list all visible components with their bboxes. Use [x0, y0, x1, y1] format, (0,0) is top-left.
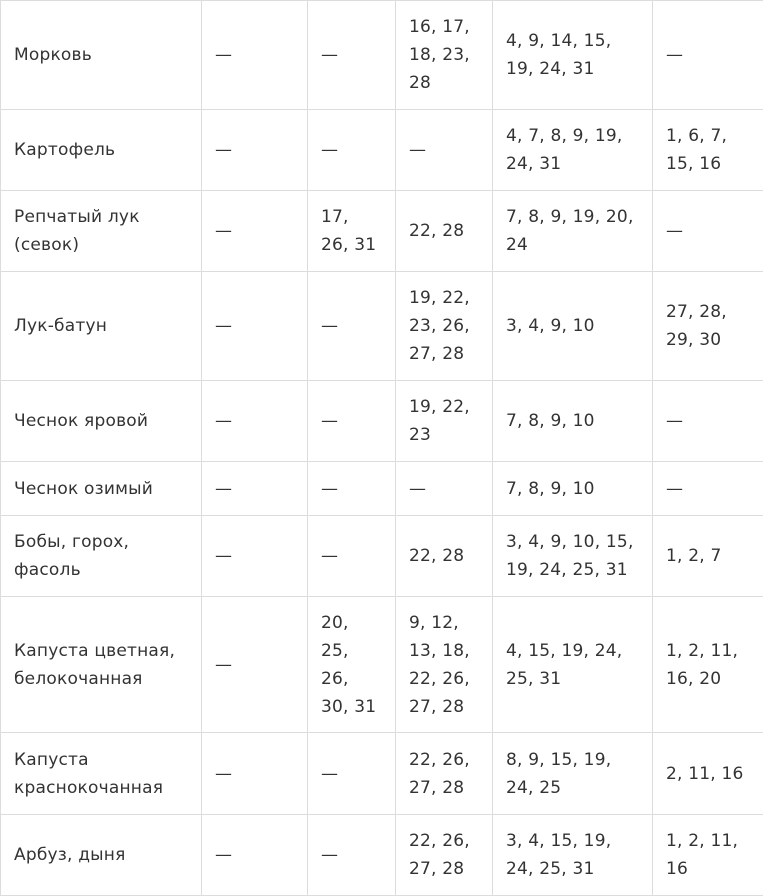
- table-row: [1, 272, 763, 381]
- dates-cell: 3, 4, 9, 10, 15, 19, 24, 25, 31: [493, 516, 653, 597]
- dates-cell: 1, 6, 7, 15, 16: [653, 110, 763, 191]
- crop-name: Картофель: [1, 110, 202, 191]
- dates-cell: —: [202, 597, 308, 733]
- dates-cell: 4, 9, 14, 15, 19, 24, 31: [493, 1, 653, 110]
- dates-cell: 1, 2, 7: [653, 516, 763, 597]
- dates-cell: 27, 28, 29, 30: [653, 272, 763, 381]
- table-row: [1, 462, 763, 516]
- table-row: [1, 381, 763, 462]
- dates-cell: —: [396, 110, 493, 191]
- table-row: [1, 597, 763, 733]
- dates-cell: —: [653, 381, 763, 462]
- table-row: [1, 815, 763, 896]
- dates-cell: —: [202, 815, 308, 896]
- dates-cell: 4, 15, 19, 24, 25, 31: [493, 597, 653, 733]
- dates-cell: 1, 2, 11, 16, 20: [653, 597, 763, 733]
- table-row: [1, 516, 763, 597]
- crop-name: Чеснок озимый: [1, 462, 202, 516]
- dates-cell: —: [653, 462, 763, 516]
- crop-name: Лук-батун: [1, 272, 202, 381]
- dates-cell: 22, 26, 27, 28: [396, 733, 493, 815]
- crop-name: Капуста краснокочанная: [1, 733, 202, 815]
- table-row: [1, 733, 763, 815]
- dates-cell: 22, 28: [396, 191, 493, 272]
- dates-cell: —: [653, 1, 763, 110]
- dates-cell: 22, 28: [396, 516, 493, 597]
- table-row: [1, 110, 763, 191]
- dates-cell: —: [308, 733, 396, 815]
- dates-cell: —: [202, 381, 308, 462]
- dates-cell: —: [202, 516, 308, 597]
- dates-cell: —: [653, 191, 763, 272]
- dates-cell: —: [308, 272, 396, 381]
- dates-cell: —: [202, 462, 308, 516]
- crop-name: Бобы, горох, фасоль: [1, 516, 202, 597]
- dates-cell: 17, 26, 31: [308, 191, 396, 272]
- dates-cell: —: [202, 272, 308, 381]
- dates-cell: —: [202, 1, 308, 110]
- dates-cell: 4, 7, 8, 9, 19, 24, 31: [493, 110, 653, 191]
- table-row: [1, 1, 763, 110]
- dates-cell: 2, 11, 16: [653, 733, 763, 815]
- dates-cell: 3, 4, 15, 19, 24, 25, 31: [493, 815, 653, 896]
- dates-cell: —: [202, 191, 308, 272]
- dates-cell: 3, 4, 9, 10: [493, 272, 653, 381]
- dates-cell: —: [308, 462, 396, 516]
- dates-cell: 7, 8, 9, 10: [493, 381, 653, 462]
- dates-cell: 7, 8, 9, 19, 20, 24: [493, 191, 653, 272]
- crop-name: Репчатый лук (севок): [1, 191, 202, 272]
- dates-cell: 19, 22, 23, 26, 27, 28: [396, 272, 493, 381]
- crop-name: Чеснок яровой: [1, 381, 202, 462]
- crop-name: Капуста цветная, белокочанная: [1, 597, 202, 733]
- dates-cell: —: [308, 1, 396, 110]
- dates-cell: —: [308, 110, 396, 191]
- table-row: [1, 191, 763, 272]
- dates-cell: 20, 25, 26, 30, 31: [308, 597, 396, 733]
- dates-cell: 16, 17, 18, 23, 28: [396, 1, 493, 110]
- dates-cell: —: [308, 381, 396, 462]
- dates-cell: 7, 8, 9, 10: [493, 462, 653, 516]
- dates-cell: 1, 2, 11, 16: [653, 815, 763, 896]
- dates-cell: 8, 9, 15, 19, 24, 25: [493, 733, 653, 815]
- crop-name: Арбуз, дыня: [1, 815, 202, 896]
- dates-cell: —: [396, 462, 493, 516]
- dates-cell: —: [202, 110, 308, 191]
- dates-cell: —: [202, 733, 308, 815]
- crop-name: Морковь: [1, 1, 202, 110]
- dates-cell: —: [308, 815, 396, 896]
- dates-cell: 22, 26, 27, 28: [396, 815, 493, 896]
- dates-cell: 19, 22, 23: [396, 381, 493, 462]
- dates-cell: 9, 12, 13, 18, 22, 26, 27, 28: [396, 597, 493, 733]
- dates-cell: —: [308, 516, 396, 597]
